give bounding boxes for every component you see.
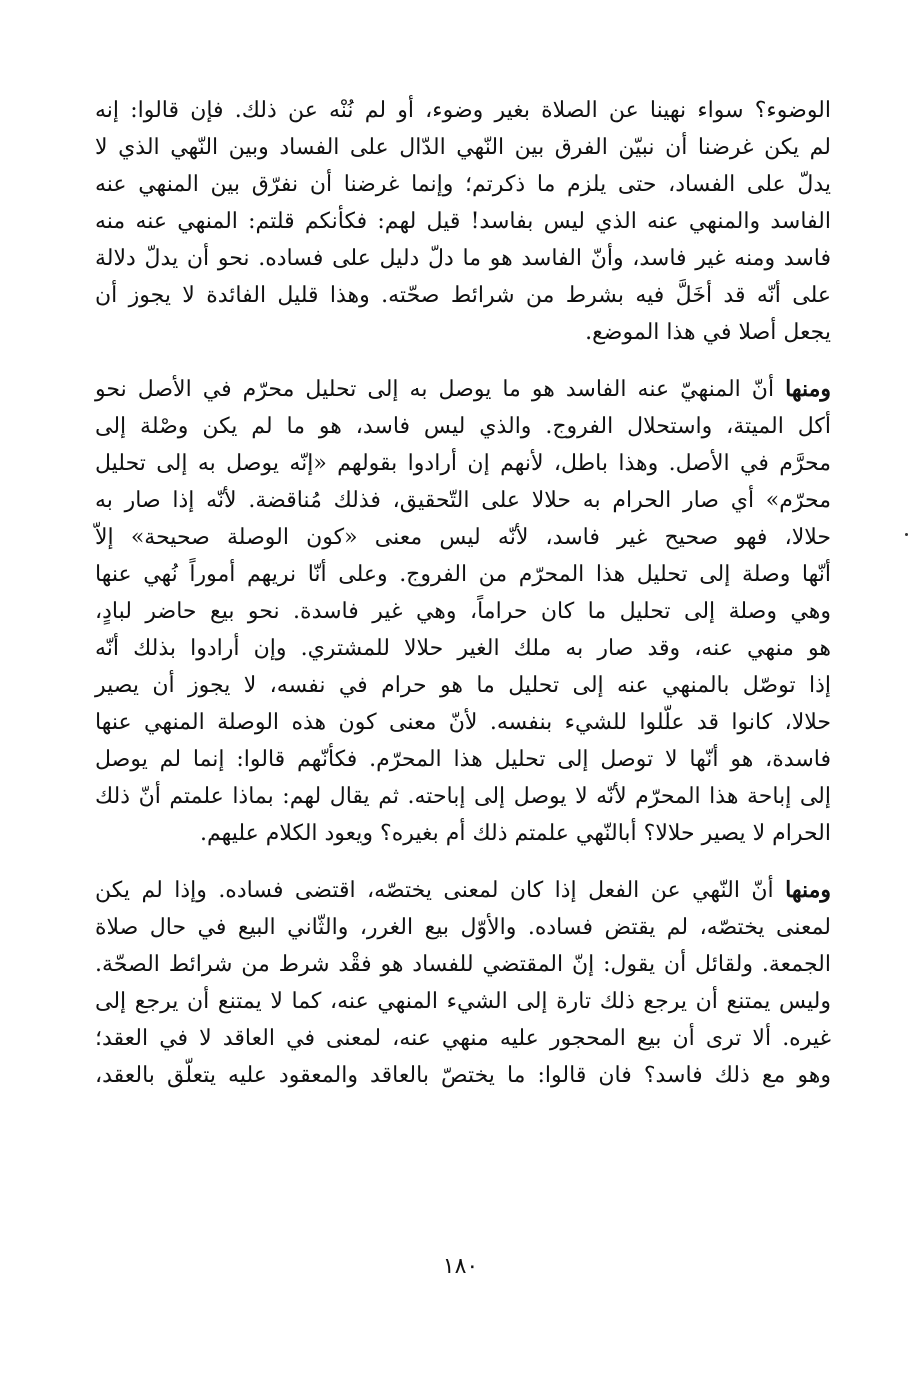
text-line: يدلّ على الفساد، حتى يلزم ما ذكرتم؛ وإنما غرضنا أن نفرّق بين المنهي عنه	[95, 172, 831, 197]
text-line-rest: أنّ النّهي عن الفعل إذا كان لمعنى يختصّه، اقتضى فساده. وإذا لم يكن	[95, 878, 786, 903]
paragraph-3	[95, 872, 831, 1094]
text-line-rest: أنّ المنهيّ عنه الفاسد هو ما يوصل به إلى تحليل محرّم في الأصل نحو	[95, 377, 786, 402]
paragraph-1	[95, 92, 831, 351]
text-line: غيره. ألا ترى أن بيع المحجور عليه منهي عنه، لمعنى في العاقد لا في العقد؛	[95, 1026, 831, 1051]
text-line: الجمعة. ولقائل أن يقول: إنّ المقتضي للفساد هو فقْد شرط من شرائط الصحّة.	[95, 952, 831, 977]
text-line: إذا توصّل بالمنهي عنه إلى تحليل ما هو حرام في نفسه، لا يجوز أن يصير	[95, 673, 831, 698]
text-line: إلى إباحة هذا المحرّم لأنّه لا يوصل إلى إباحته. ثم يقال لهم: بماذا علمتم أنّ ذلك	[95, 784, 831, 809]
text-line-first	[95, 872, 831, 909]
text-line: حلالا، فهو صحيح غير فاسد، لأنّه ليس معنى «كون الوصلة صحيحة» إلاّ	[95, 525, 831, 550]
paragraph-2	[95, 371, 831, 852]
text-line: الفاسد والمنهي عنه الذي ليس بفاسد! قيل لهم: فكأنكم قلتم: المنهي عنه منه	[95, 209, 831, 234]
text-line-first	[95, 371, 831, 408]
text-line: وهو مع ذلك فاسد؟ فان قالوا: ما يختصّ بالعاقد والمعقود عليه يتعلّق بالعقد،	[95, 1063, 831, 1088]
text-line: على أنّه قد أخَلَّ فيه بشرط من شرائط صحّته. وهذا قليل الفائدة لا يجوز أن	[95, 283, 831, 308]
text-line: فاسدة، هو أنّها لا توصل إلى تحليل هذا المحرّم. فكأنّهم قالوا: إنما لم يوصل	[95, 747, 831, 772]
text-line: لم يكن غرضنا أن نبيّن الفرق بين النّهي الدّال على الفساد وبين النّهي الذي لا	[95, 135, 831, 160]
text-line: أنّها وصلة إلى تحليل هذا المحرّم من الفروج. وعلى أنّا نريهم أموراً نُهي عنها	[95, 562, 831, 587]
text-line: أكل الميتة، واستحلال الفروج. والذي ليس فاسد، هو ما لم يكن وصْلة إلى	[95, 414, 831, 439]
page-body	[95, 92, 831, 1094]
paragraph-lead: ومنها	[785, 376, 831, 402]
paragraph-lead: ومنها	[785, 877, 831, 903]
page-number: ١٨٠	[442, 1254, 479, 1279]
text-line: وليس يمتنع أن يرجع ذلك تارة إلى الشيء المنهي عنه، كما لا يمتنع أن يرجع إلى	[95, 989, 831, 1014]
text-line: الحرام لا يصير حلالا؟ أبالنّهي علمتم ذلك أم بغيره؟ ويعود الكلام عليهم.	[199, 821, 831, 846]
text-line: محرّم» أي صار الحرام به حلالا على التّحقيق، فذلك مُناقضة. لأنّه إذا صار به	[95, 488, 831, 513]
text-line: فاسد ومنه غير فاسد، وأنّ الفاسد هو ما دلّ دليل على فساده. نحو أن يدلّ دلالة	[95, 246, 831, 271]
text-line: محرَّم في الأصل. وهذا باطل، لأنهم إن أرادوا بقولهم «إنّه يوصل به إلى تحليل	[95, 451, 831, 476]
text-line: حلالا، كانوا قد علّلوا للشيء بنفسه. لأنّ معنى كون هذه الوصلة المنهي عنها	[95, 710, 831, 735]
text-line: الوضوء؟ سواء نهينا عن الصلاة بغير وضوء، أو لم نُنْه عن ذلك. فإن قالوا: إنه	[95, 98, 831, 123]
text-line: وهي وصلة إلى تحليل ما كان حراماً، وهي غير فاسدة. نحو بيع حاضر لبادٍ،	[95, 599, 831, 624]
scan-speck	[905, 533, 908, 536]
text-line: يجعل أصلا في هذا الموضع.	[585, 320, 831, 345]
text-line: لمعنى يختصّه، لم يقتض فساده. والأوّل بيع الغرر، والثّاني البيع في حال صلاة	[95, 915, 831, 940]
text-line: هو منهي عنه، وقد صار به ملك الغير حلالا للمشتري. وإن أرادوا بذلك أنّه	[95, 636, 831, 661]
